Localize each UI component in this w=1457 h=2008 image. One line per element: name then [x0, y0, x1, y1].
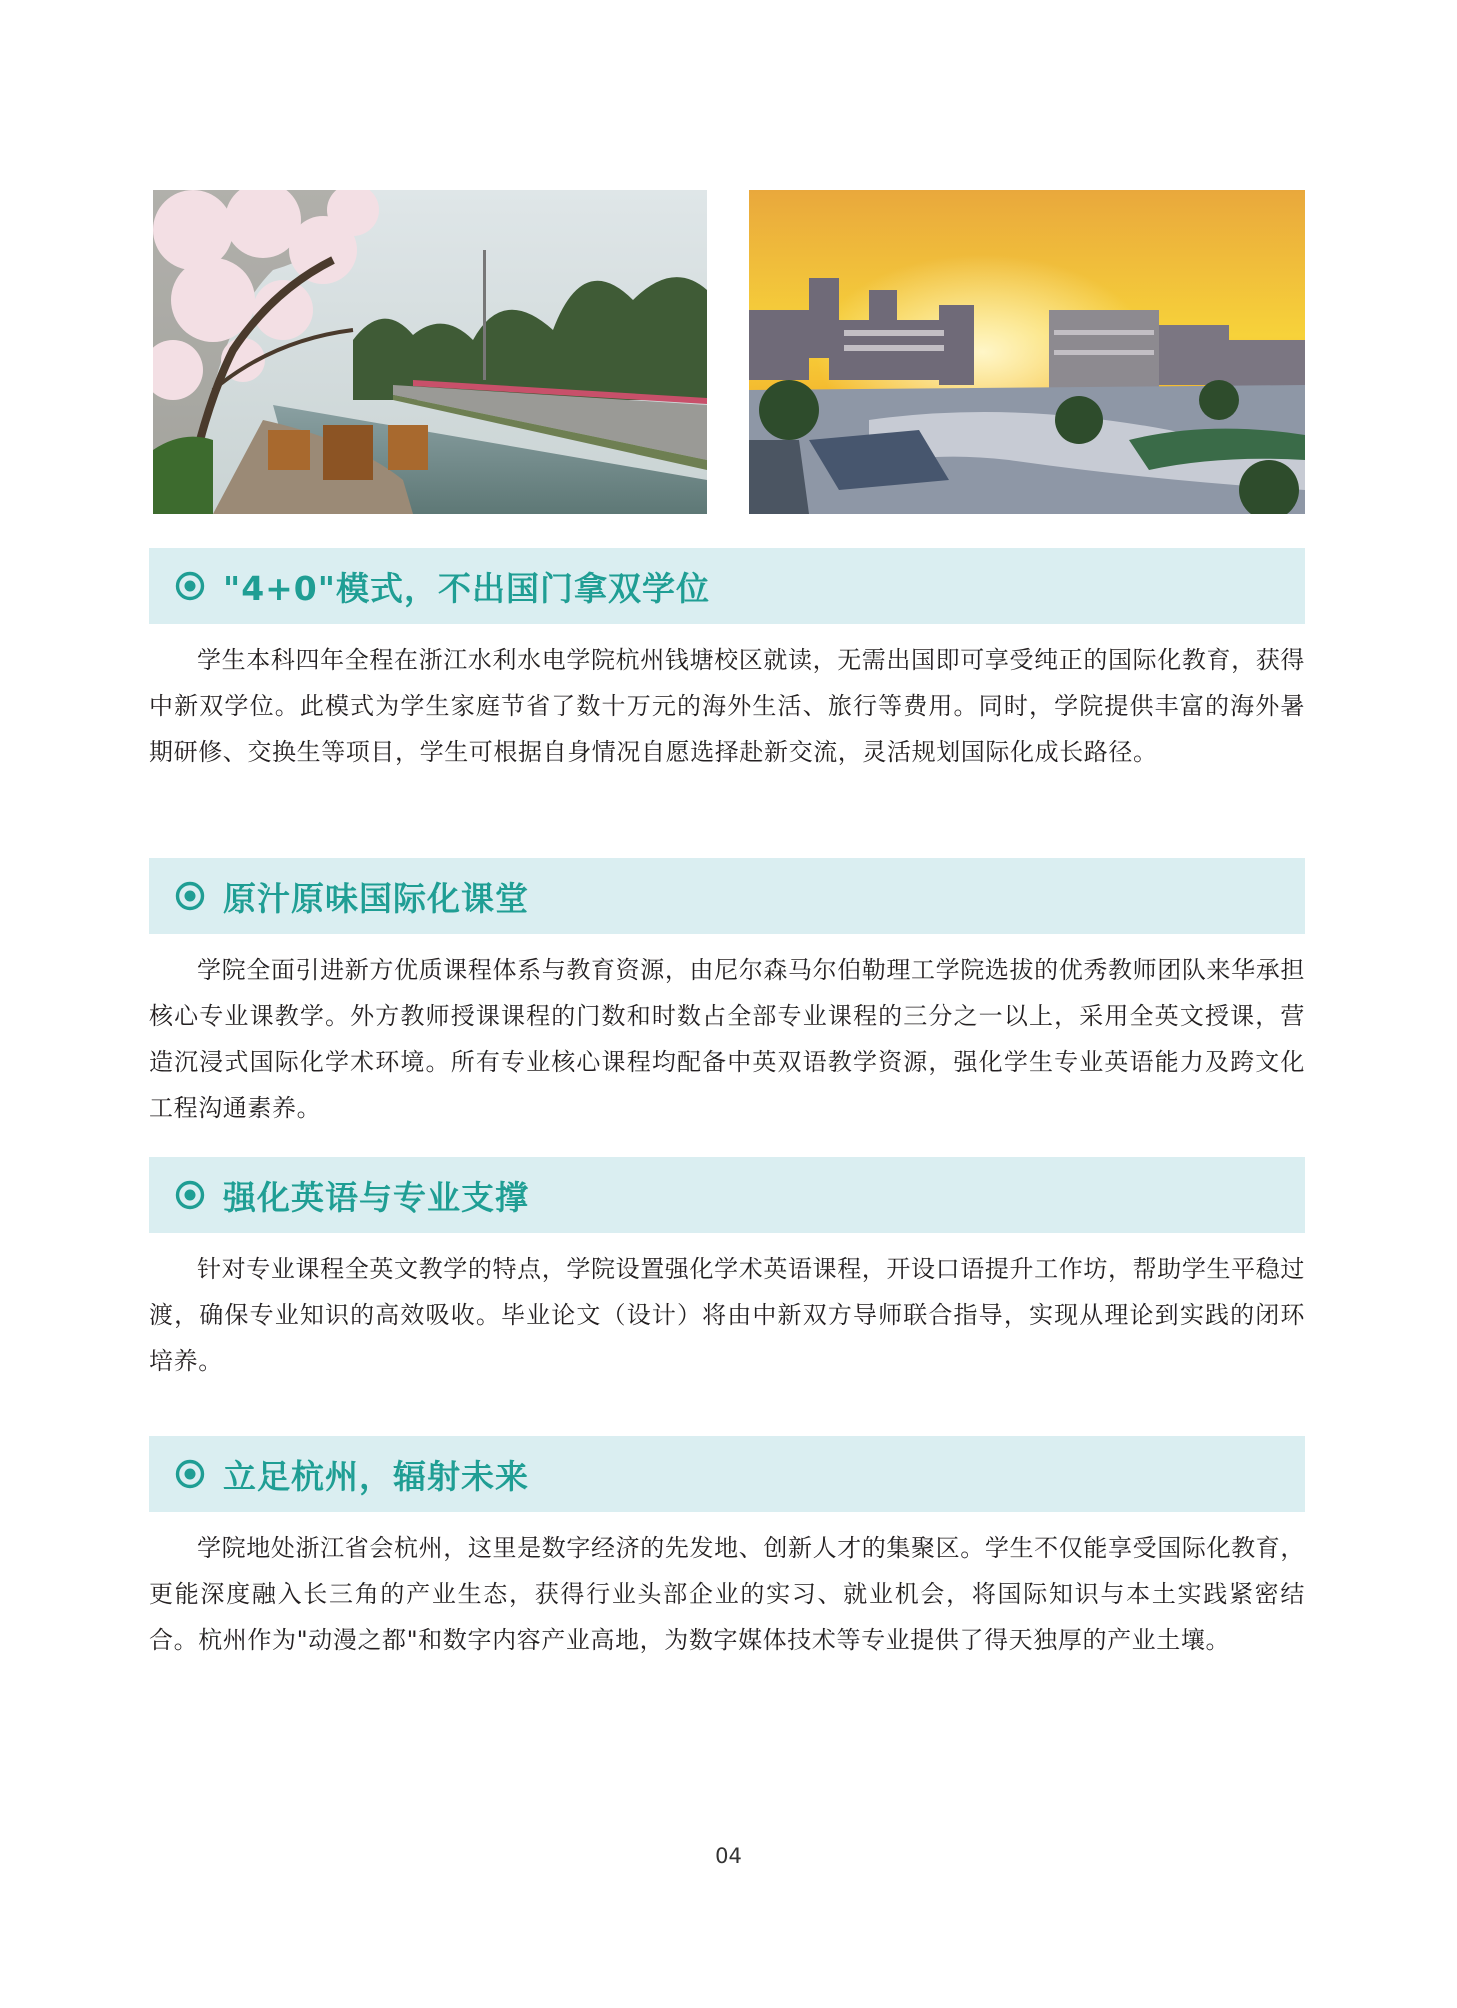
section-heading: 强化英语与专业支撑 — [223, 1177, 529, 1217]
section-heading-band — [149, 548, 1305, 624]
double-ring-bullet-icon — [175, 1459, 205, 1489]
section-dual-degree — [149, 548, 1305, 775]
section-english-support — [149, 1157, 1305, 1384]
section-heading: 原汁原味国际化课堂 — [223, 878, 529, 918]
section-body: 学院地处浙江省会杭州，这里是数字经济的先发地、创新人才的集聚区。学生不仅能享受国际化教育，更能深度融入长三角的产业生态，获得行业头部企业的实习、就业机会，将国际知识与本土实践紧密结合。杭州作为"动漫之都"和数字内容产业高地，为数字媒体技术等专业提供了得天独厚的产业土壤。 — [149, 1534, 1305, 1654]
section-heading-band — [149, 1436, 1305, 1512]
section-body: 学生本科四年全程在浙江水利水电学院杭州钱塘校区就读，无需出国即可享受纯正的国际化教育，获得中新双学位。此模式为学生家庭节省了数十万元的海外生活、旅行等费用。同时，学院提供丰富的海外暑期研修、交换生等项目，学生可根据自身情况自愿选择赴新交流，灵活规划国际化成长路径。 — [149, 646, 1305, 766]
section-hangzhou — [149, 1436, 1305, 1663]
section-heading: 立足杭州，辐射未来 — [223, 1456, 529, 1496]
section-body: 针对专业课程全英文教学的特点，学院设置强化学术英语课程，开设口语提升工作坊，帮助学生平稳过渡，确保专业知识的高效吸收。毕业论文（设计）将由中新双方导师联合指导，实现从理论到实践的闭环培养。 — [149, 1255, 1305, 1375]
campus-sunset-photo — [749, 190, 1305, 514]
page-number: 04 — [715, 1844, 742, 1868]
section-body: 学院全面引进新方优质课程体系与教育资源，由尼尔森马尔伯勒理工学院选拔的优秀教师团队来华承担核心专业课教学。外方教师授课课程的门数和时数占全部专业课程的三分之一以上，采用全英文授课，营造沉浸式国际化学术环境。所有专业核心课程均配备中英双语教学资源，强化学生专业英语能力及跨文化工程沟通素养。 — [149, 956, 1305, 1122]
section-heading: "4+0"模式，不出国门拿双学位 — [223, 568, 710, 608]
section-heading-band — [149, 858, 1305, 934]
double-ring-bullet-icon — [175, 571, 205, 601]
section-heading-band — [149, 1157, 1305, 1233]
double-ring-bullet-icon — [175, 1180, 205, 1210]
campus-canal-photo — [153, 190, 707, 514]
double-ring-bullet-icon — [175, 881, 205, 911]
section-international-classroom — [149, 858, 1305, 1131]
